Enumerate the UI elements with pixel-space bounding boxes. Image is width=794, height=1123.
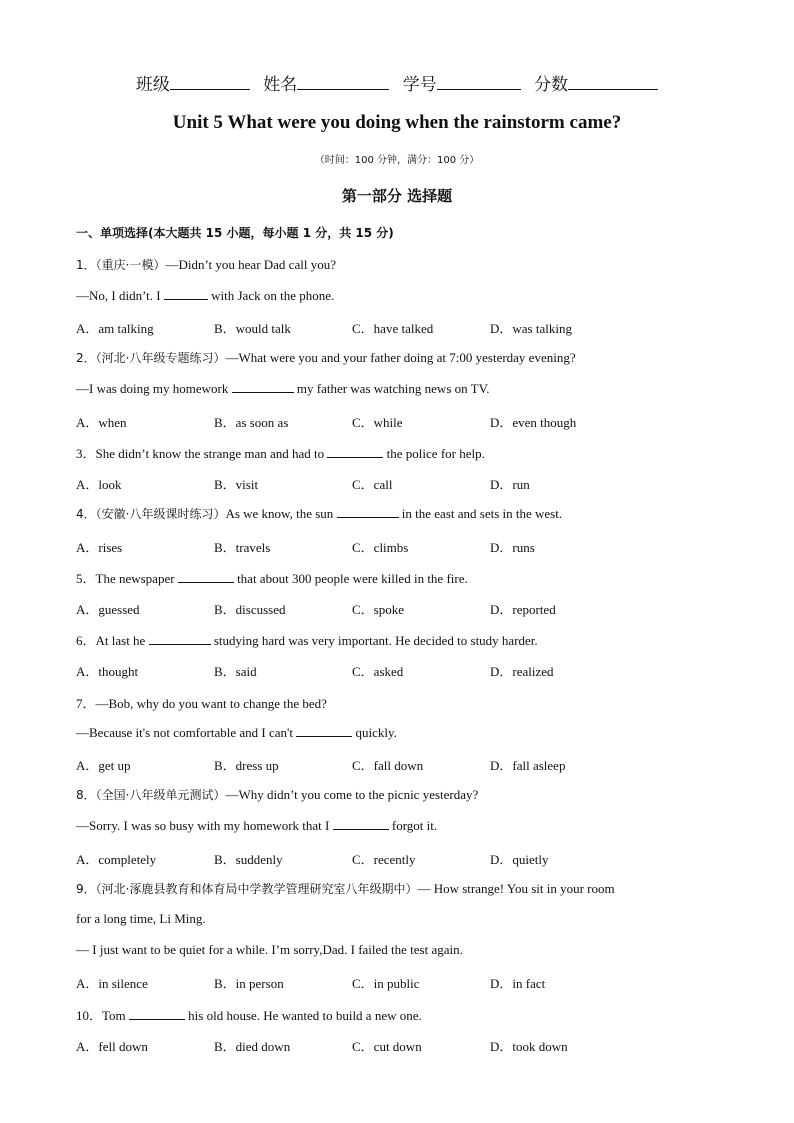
- question-9-response: — I just want to be quiet for a while. I’m sorry,Dad. I failed the test again.: [76, 942, 463, 957]
- option-c[interactable]: C．recently: [352, 852, 416, 867]
- option-b[interactable]: B．visit: [214, 477, 259, 492]
- option-d[interactable]: D．fall asleep: [490, 758, 566, 773]
- name-blank: [297, 73, 389, 90]
- class-blank: [170, 73, 250, 90]
- question-9-continued: for a long time, Li Ming.: [76, 911, 206, 926]
- question-source: 9．（河北·涿鹿县教育和体育局中学教学管理研究室八年级期中）: [76, 882, 418, 896]
- question-2: [76, 349, 576, 366]
- question-7-response: —Because it's not comfortable and I can't quickly.: [76, 725, 397, 740]
- option-b[interactable]: B．as soon as: [214, 415, 289, 430]
- answer-blank: [333, 817, 389, 830]
- option-a[interactable]: A．get up: [76, 758, 131, 773]
- part-title: 第一部分 选择题: [341, 187, 453, 205]
- option-a[interactable]: A．guessed: [76, 602, 140, 617]
- answer-blank: [327, 445, 383, 458]
- option-a[interactable]: A．completely: [76, 852, 157, 867]
- score-blank: [568, 73, 658, 90]
- option-c[interactable]: C．asked: [352, 664, 404, 679]
- student-info-line: [0, 70, 794, 95]
- option-d[interactable]: D．was talking: [490, 321, 572, 336]
- question-text: —What were you and your father doing at 7:00 yesterday evening?: [225, 350, 576, 365]
- option-b[interactable]: B．died down: [214, 1039, 291, 1054]
- question-1-response: —No, I didn’t. I with Jack on the phone.: [76, 288, 335, 303]
- answer-blank: [164, 287, 208, 300]
- option-a[interactable]: A．rises: [76, 540, 123, 555]
- option-d[interactable]: D．realized: [490, 664, 554, 679]
- option-d[interactable]: D．run: [490, 477, 530, 492]
- answer-blank: [337, 505, 399, 518]
- option-d[interactable]: D．took down: [490, 1039, 568, 1054]
- exam-info: （时间：100 分钟，满分：100 分）: [314, 155, 480, 166]
- option-c[interactable]: C．climbs: [352, 540, 409, 555]
- option-a[interactable]: A．am talking: [76, 321, 154, 336]
- option-b[interactable]: B．would talk: [214, 321, 291, 336]
- question-3: 3．She didn’t know the strange man and had to the police for help.: [76, 446, 485, 461]
- option-c[interactable]: C．while: [352, 415, 403, 430]
- answer-blank: [149, 632, 211, 645]
- section-title: 一、单项选择(本大题共 15 小题，每小题 1 分，共 15 分): [76, 226, 394, 240]
- answer-blank: [178, 570, 234, 583]
- question-source: 8．（全国·八年级单元测试）: [76, 788, 226, 802]
- option-b[interactable]: B．in person: [214, 976, 284, 991]
- answer-blank: [232, 380, 294, 393]
- option-d[interactable]: D．quietly: [490, 852, 549, 867]
- answer-blank: [296, 724, 352, 737]
- option-b[interactable]: B．suddenly: [214, 852, 283, 867]
- question-1: [76, 256, 336, 273]
- option-c[interactable]: C．have talked: [352, 321, 434, 336]
- answer-blank: [129, 1007, 185, 1020]
- option-c[interactable]: C．in public: [352, 976, 420, 991]
- question-10: 10．Tom his old house. He wanted to build a new one.: [76, 1008, 422, 1023]
- student-id-label: 学号: [402, 75, 437, 95]
- question-9: 9．（河北·涿鹿县教育和体育局中学教学管理研究室八年级期中）— How strange! You sit in your room: [76, 881, 615, 896]
- score-label: 分数: [534, 75, 569, 95]
- class-label: 班级: [135, 75, 170, 95]
- option-a[interactable]: A．when: [76, 415, 127, 430]
- option-c[interactable]: C．fall down: [352, 758, 424, 773]
- option-c[interactable]: C．cut down: [352, 1039, 422, 1054]
- question-5: 5．The newspaper that about 300 people were killed in the fire.: [76, 571, 468, 586]
- option-d[interactable]: D．even though: [490, 415, 577, 430]
- option-a[interactable]: A．look: [76, 477, 122, 492]
- option-a[interactable]: A．fell down: [76, 1039, 148, 1054]
- option-c[interactable]: C．spoke: [352, 602, 405, 617]
- option-a[interactable]: A．in silence: [76, 976, 148, 991]
- option-d[interactable]: D．reported: [490, 602, 556, 617]
- option-d[interactable]: D．in fact: [490, 976, 546, 991]
- question-4: 4．（安徽·八年级课时练习）As we know, the sun in the east and sets in the west.: [76, 506, 563, 521]
- question-source: 1．（重庆·一模）: [76, 258, 166, 272]
- question-text: —Didn’t you hear Dad call you?: [165, 257, 336, 272]
- question-8: 8．（全国·八年级单元测试）—Why didn’t you come to the picnic yesterday?: [76, 787, 479, 802]
- name-label: 姓名: [263, 75, 298, 95]
- option-b[interactable]: B．discussed: [214, 602, 286, 617]
- question-6: 6．At last he studying hard was very important. He decided to study harder.: [76, 633, 538, 648]
- option-b[interactable]: B．dress up: [214, 758, 279, 773]
- question-8-response: —Sorry. I was so busy with my homework that I forgot it.: [76, 818, 438, 833]
- page-title: Unit 5 What were you doing when the rainstorm came?: [172, 112, 622, 133]
- question-7: 7．—Bob, why do you want to change the bed?: [76, 696, 327, 711]
- option-b[interactable]: B．said: [214, 664, 257, 679]
- student-id-blank: [437, 73, 521, 90]
- question-2-response: —I was doing my homework my father was watching news on TV.: [76, 381, 490, 396]
- option-b[interactable]: B．travels: [214, 540, 271, 555]
- option-a[interactable]: A．thought: [76, 664, 139, 679]
- option-c[interactable]: C．call: [352, 477, 393, 492]
- option-d[interactable]: D．runs: [490, 540, 535, 555]
- question-source: 4．（安徽·八年级课时练习）: [76, 507, 226, 521]
- question-source: 2．（河北·八年级专题练习）: [76, 351, 226, 365]
